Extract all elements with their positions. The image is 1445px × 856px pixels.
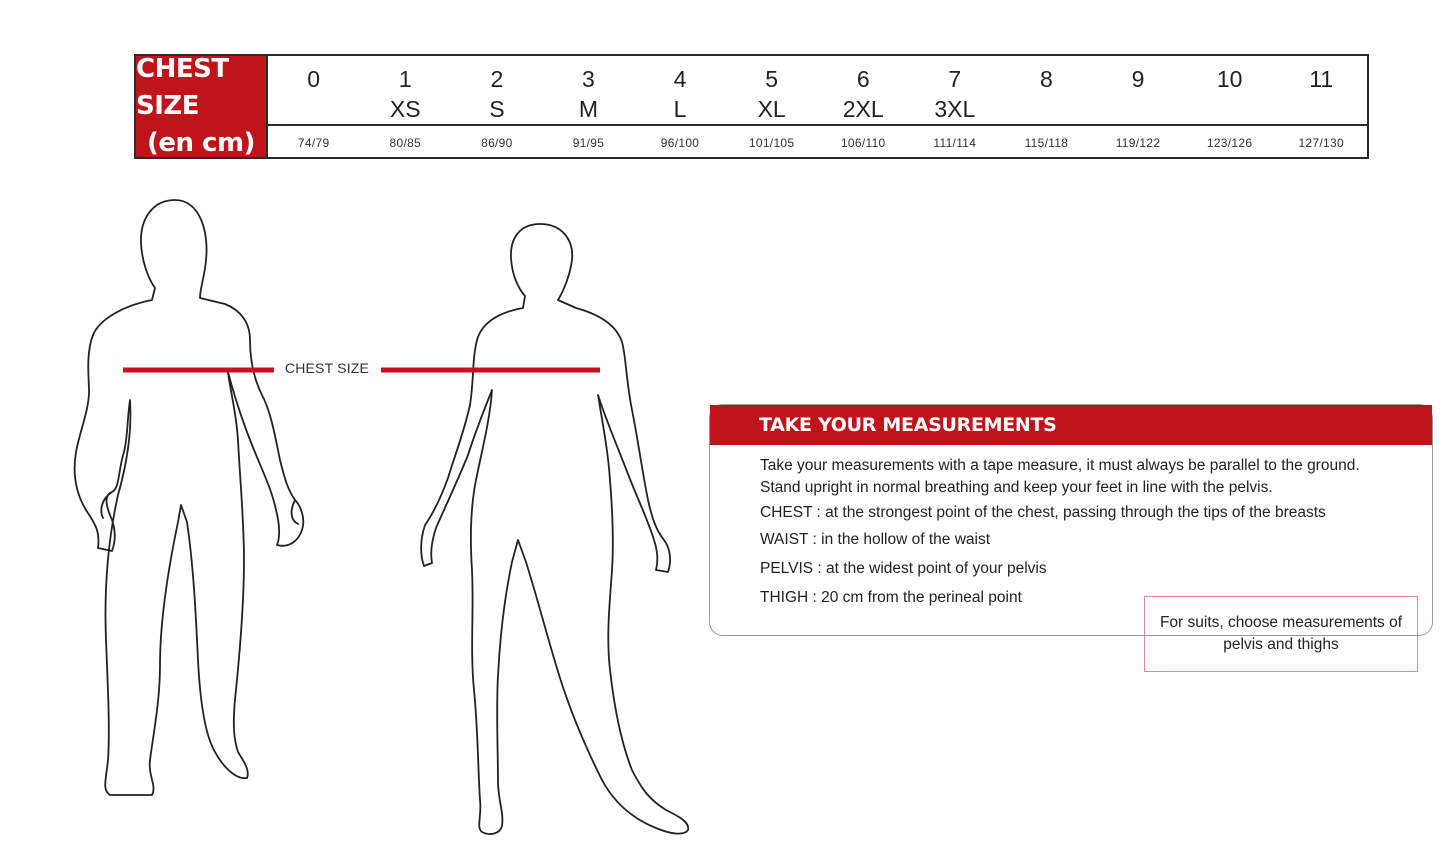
chest-size-header [136,56,268,157]
size-number: 1 [398,66,412,92]
size-label: 3XL [934,96,976,122]
size-column [543,56,635,124]
size-column [817,56,909,124]
measurements-title: TAKE YOUR MEASUREMENTS [710,405,1432,445]
size-column [1184,56,1276,124]
size-label: XS [389,96,421,122]
chest-size-caption: CHEST SIZE [284,360,370,376]
measurement-waist: WAIST : in the hollow of the waist [760,531,991,548]
size-cm-range: 86/90 [481,136,513,150]
size-cm-range: 74/79 [297,136,330,150]
size-column [268,56,360,124]
size-number: 7 [948,66,962,92]
measurements-intro-line2: Stand upright in normal breathing and keep your feet in line with the pelvis. [760,479,1273,496]
chest-size-header-title: CHEST SIZE [136,54,229,121]
measurement-thigh: THIGH : 20 cm from the perineal point [760,589,1022,606]
size-number: 6 [856,66,870,92]
size-cm-range: 101/105 [748,136,795,150]
size-number: 0 [307,66,321,92]
measurement-chest: CHEST : at the strongest point of the chest, passing through the tips of the breasts [760,504,1326,521]
size-number: 2 [490,66,504,92]
size-label: M [578,96,599,122]
body-figures [0,170,720,856]
size-columns [268,56,1367,157]
size-cm-range: 80/85 [389,136,422,150]
size-column [1092,56,1184,124]
size-number: 4 [673,66,687,92]
measurement-pelvis: PELVIS : at the widest point of your pelvis [760,560,1047,577]
measurements-body [760,455,1432,653]
size-cm-range: 106/110 [840,136,886,150]
size-cm-range: 111/114 [933,136,977,150]
suits-note: For suits, choose measurements of pelvis and thighs [1144,596,1418,672]
chest-size-header-unit: (en cm) [146,128,255,158]
size-number: 5 [765,66,779,92]
size-column [634,56,726,124]
measurements-intro-line1: Take your measurements with a tape measure, it must always be parallel to the ground. [760,457,1360,474]
size-cm-range: 123/126 [1206,136,1253,150]
chest-size-table [134,54,1369,159]
size-column [1001,56,1093,124]
size-label: XL [757,96,786,122]
measurements-panel [709,404,1433,653]
size-cm-range: 91/95 [572,136,605,150]
size-column [359,56,451,124]
size-column [909,56,1001,124]
size-cm-range: 115/118 [1024,136,1069,150]
size-label: S [489,96,505,122]
centimeter-row [268,126,1367,161]
size-number: 8 [1040,66,1053,92]
measurement-points-list [760,503,1432,608]
size-label: L [673,96,687,122]
size-row [268,56,1367,126]
size-cm-range: 96/100 [660,136,700,150]
size-column [451,56,543,124]
male-figure [75,200,304,795]
size-number: 10 [1216,66,1243,92]
size-label: 2XL [842,96,884,122]
size-cm-range: 127/130 [1298,136,1344,150]
size-column [1275,56,1367,124]
size-column [726,56,818,124]
size-cm-range: 119/122 [1115,136,1161,150]
size-number: 11 [1309,66,1334,92]
size-number: 3 [582,66,595,92]
size-number: 9 [1131,66,1145,92]
female-figure [421,224,688,834]
